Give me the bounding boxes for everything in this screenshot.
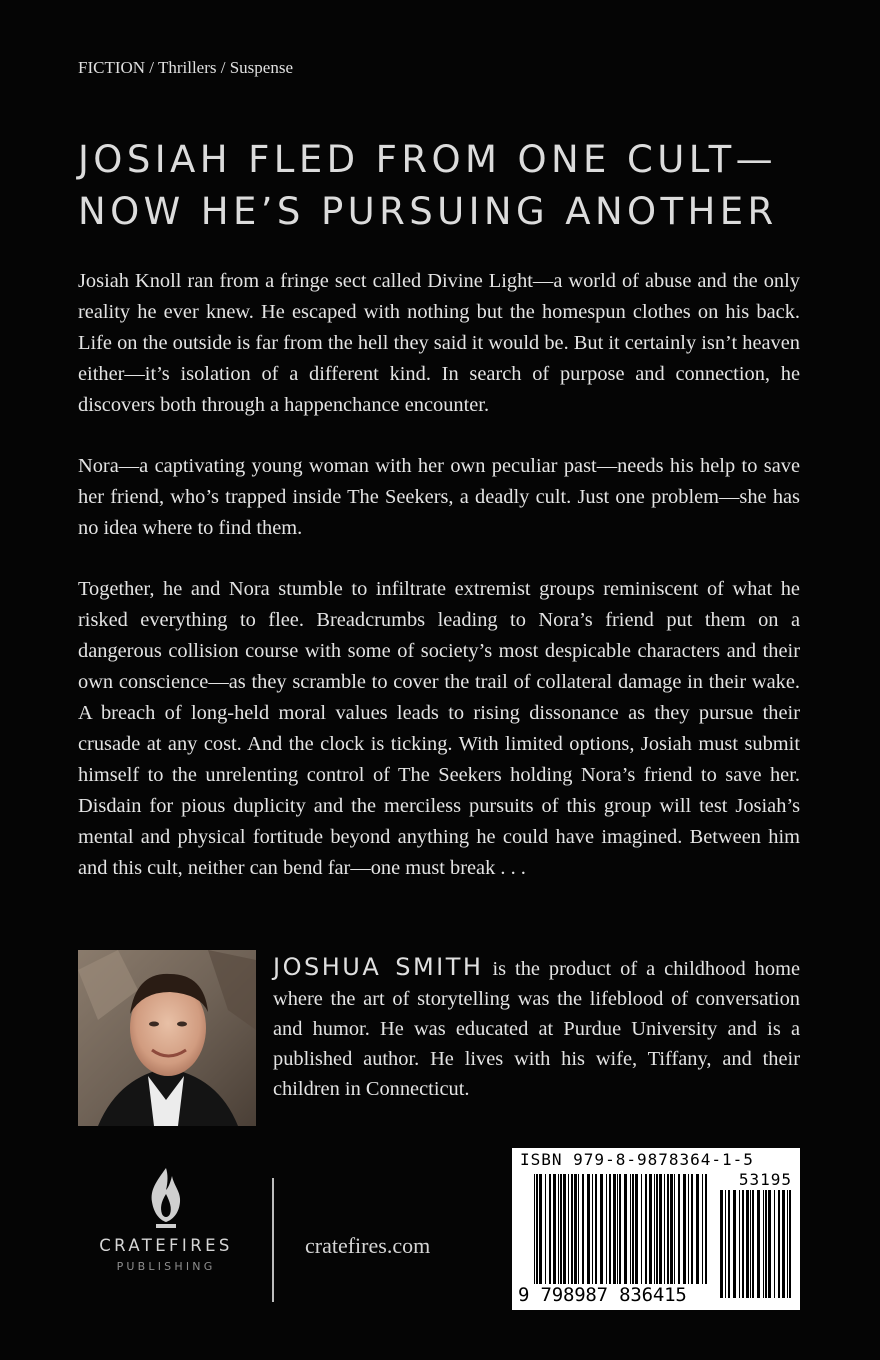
publisher-logo [86, 1168, 246, 1298]
headline-line-1: JOSIAH FLED FROM ONE CULT— [78, 138, 778, 181]
headline [78, 134, 818, 238]
author-bio-text: is the product of a childhood home where the art of storytelling was the lifeblood of conversation and humor. He was educated at Purdue University and is a published author. He lives with his wife, Tiffany, and their children in Connecticut. [273, 958, 800, 1100]
author-bio [273, 952, 800, 1104]
headline-line-2: NOW HE’S PURSUING ANOTHER [78, 190, 778, 233]
book-description [78, 266, 800, 914]
isbn-number: ISBN 979-8-9878364-1-5 [520, 1150, 754, 1169]
publisher-subtitle: PUBLISHING [116, 1260, 216, 1273]
flame-icon [146, 1168, 186, 1230]
isbn-barcode [512, 1148, 800, 1310]
author-photo [78, 950, 256, 1126]
price-code: 53195 [738, 1170, 792, 1189]
publisher-name: CRATEFIRES [99, 1236, 233, 1255]
description-paragraph-2: Nora—a captivating young woman with her own peculiar past—needs his help to save her friend, who’s trapped inside The Seekers, a deadly cult. Just one problem—she has no idea where to find them. [78, 455, 800, 539]
category-label: FICTION / Thrillers / Suspense [78, 58, 294, 77]
logo-divider [272, 1178, 274, 1302]
description-paragraph-1: Josiah Knoll ran from a fringe sect called Divine Light—a world of abuse and the only reality he ever knew. He escaped with nothing but the homespun clothes on his back. Life on the outside is far from the hell they said it would be. But it certainly isn’t heaven either—it’s isolation of a different kind. In search of purpose and connection, he discovers both through a happenchance encounter. [78, 270, 800, 416]
publisher-website[interactable]: cratefires.com [305, 1233, 431, 1258]
ean-digits: 9 798987 836415 [518, 1284, 687, 1306]
author-name: JOSHUA SMITH [273, 953, 484, 981]
description-paragraph-3: Together, he and Nora stumble to infiltrate extremist groups reminiscent of what he risked everything to flee. Breadcrumbs leading to Nora’s friend put them on a dangerous collision course with some of society’s most despicable characters and their own conscience—as they scramble to cover the trail of collateral damage in their wake. A breach of long-held moral values leads to rising dissonance as they pursue their crusade at any cost. And the clock is ticking. With limited options, Josiah must submit himself to the unrelenting control of The Seekers holding Nora’s friend to save her. Disdain for pious duplicity and the merciless pursuits of this group will test Josiah’s mental and physical fortitude beyond anything he could have imagined. Between him and this cult, neither can bend far—one must break . . . [78, 578, 800, 879]
